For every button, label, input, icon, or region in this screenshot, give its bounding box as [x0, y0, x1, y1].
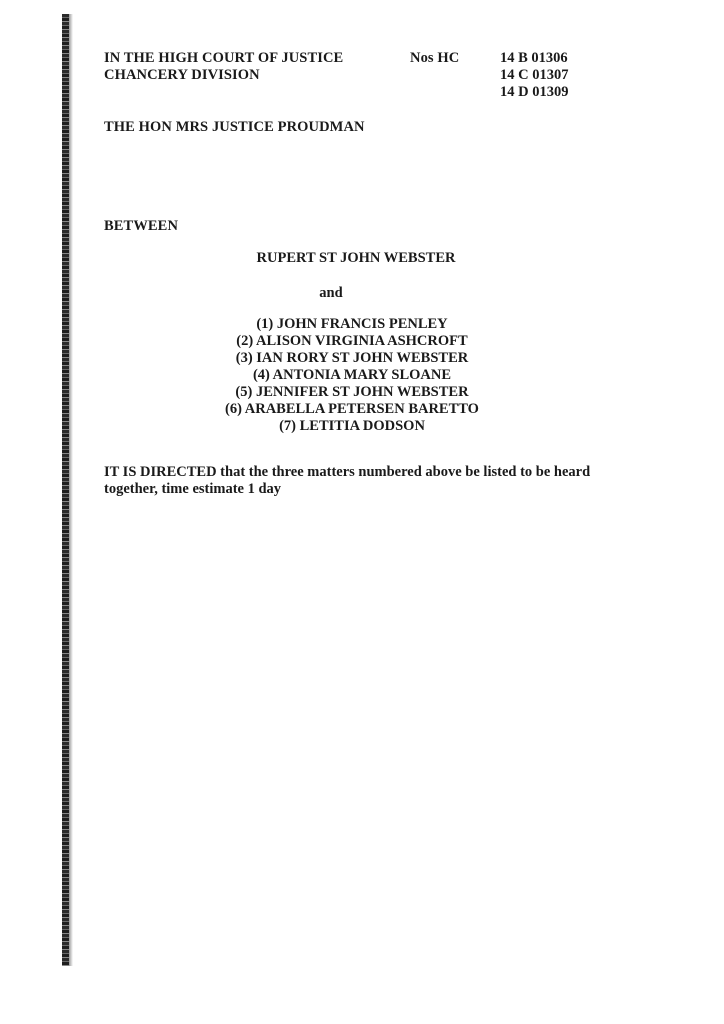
judge-name: THE HON MRS JUSTICE PROUDMAN: [104, 119, 365, 135]
case-prefix: Nos HC: [410, 50, 460, 66]
and-label: and: [319, 285, 343, 301]
direction-paragraph: [104, 464, 604, 498]
claimant-name: RUPERT ST JOHN WEBSTER: [256, 250, 456, 266]
defendants-block: [182, 316, 522, 435]
scan-edge-shadow: [69, 14, 73, 966]
case-number: 14 B 01306: [500, 50, 568, 66]
court-name: IN THE HIGH COURT OF JUSTICE: [104, 50, 344, 66]
scan-binding-edge: [62, 14, 69, 966]
case-number-list: [500, 50, 568, 101]
case-number: 14 D 01309: [500, 84, 569, 100]
defendant-item: (1) JOHN FRANCIS PENLEY: [256, 316, 448, 332]
defendant-item: (7) LETITIA DODSON: [279, 418, 425, 434]
case-number: 14 C 01307: [500, 67, 569, 83]
direction-line: together, time estimate 1 day: [104, 481, 282, 497]
defendant-item: (3) IAN RORY ST JOHN WEBSTER: [235, 350, 469, 366]
defendant-item: (4) ANTONIA MARY SLOANE: [252, 367, 452, 383]
defendants-list: [182, 316, 522, 435]
defendant-item: (2) ALISON VIRGINIA ASHCROFT: [236, 333, 468, 349]
court-division: CHANCERY DIVISION: [104, 67, 260, 83]
direction-line: IT IS DIRECTED that the three matters numbered above be listed to be heard: [104, 464, 591, 480]
between-label: BETWEEN: [104, 218, 179, 234]
defendant-item: (6) ARABELLA PETERSEN BARETTO: [225, 401, 479, 417]
defendant-item: (5) JENNIFER ST JOHN WEBSTER: [235, 384, 469, 400]
